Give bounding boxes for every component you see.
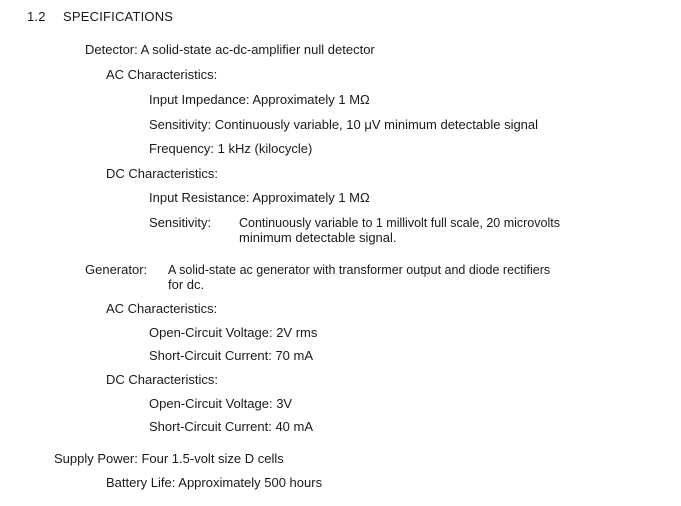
supply-power-label: Supply Power: (54, 451, 138, 466)
generator-dc-scc-row (149, 419, 313, 435)
battery-life-value: Approximately 500 hours (178, 475, 323, 490)
frequency-label: Frequency: (149, 141, 215, 156)
generator-label: Generator: (85, 262, 148, 277)
ac-sensitivity-value: Continuously variable, 10 μV minimum detectable signal (214, 117, 539, 132)
section-number: 1.2 (27, 9, 46, 24)
ac-scc-label: Short-Circuit Current: (149, 348, 272, 363)
generator-dc-heading: DC Characteristics: (106, 372, 218, 387)
detector-input-impedance-row (149, 92, 370, 108)
supply-power-value: Four 1.5-volt size D cells (141, 451, 284, 466)
input-impedance-label: Input Impedance: (149, 92, 250, 107)
dc-sensitivity-value-line1: Continuously variable to 1 millivolt full scale, 20 microvolts (239, 216, 560, 230)
ac-sensitivity-label: Sensitivity: (149, 117, 212, 132)
input-impedance-value: Approximately 1 MΩ (252, 92, 370, 107)
generator-value-line1: A solid-state ac generator with transformer output and diode rectifiers (168, 263, 551, 277)
detector-label: Detector: (85, 42, 138, 57)
dc-sensitivity-value-line2: minimum detectable signal. (239, 230, 397, 245)
section-heading (27, 9, 173, 25)
generator-ac-heading: AC Characteristics: (106, 301, 218, 316)
detector-dc-sensitivity-label-row (149, 215, 211, 231)
generator-ac-ocv-row (149, 325, 317, 341)
input-resistance-value: Approximately 1 MΩ (252, 190, 370, 205)
section-title: SPECIFICATIONS (63, 9, 174, 24)
dc-sensitivity-label: Sensitivity: (149, 215, 212, 230)
detector-input-resistance-row (149, 190, 370, 206)
detector-value: A solid-state ac-dc-amplifier null detector (140, 42, 375, 57)
ac-ocv-label: Open-Circuit Voltage: (149, 325, 273, 340)
battery-life-label: Battery Life: (106, 475, 176, 490)
generator-ac-scc-row (149, 348, 313, 364)
detector-dc-heading: DC Characteristics: (106, 166, 218, 181)
detector-row (85, 42, 375, 58)
dc-ocv-label: Open-Circuit Voltage: (149, 396, 273, 411)
ac-ocv-value: 2V rms (276, 325, 318, 340)
detector-frequency-row (149, 141, 312, 157)
detector-ac-heading: AC Characteristics: (106, 67, 218, 82)
dc-scc-label: Short-Circuit Current: (149, 419, 272, 434)
ac-scc-value: 70 mA (275, 348, 314, 363)
dc-scc-value: 40 mA (275, 419, 314, 434)
frequency-value: 1 kHz (kilocycle) (217, 141, 313, 156)
generator-value-line2: for dc. (168, 277, 205, 292)
generator-dc-ocv-row (149, 396, 292, 412)
input-resistance-label: Input Resistance: (149, 190, 250, 205)
supply-power-row (54, 451, 284, 467)
battery-life-row (106, 475, 322, 491)
detector-ac-sensitivity-row (149, 117, 538, 133)
dc-ocv-value: 3V (276, 396, 293, 411)
